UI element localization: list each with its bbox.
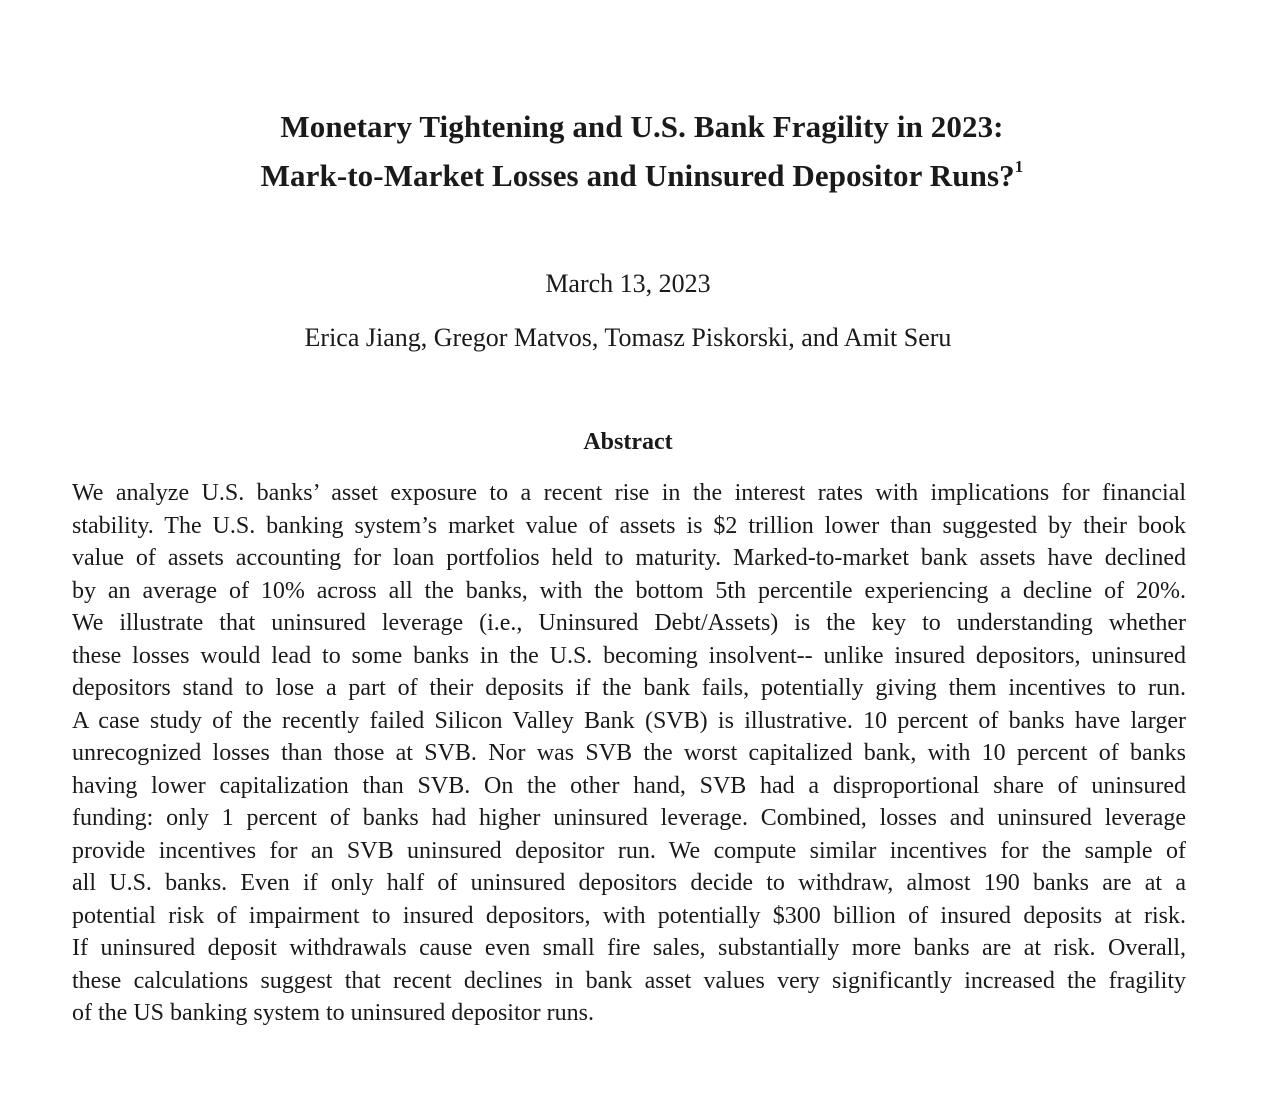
title-footnote-marker: 1 xyxy=(1014,157,1024,176)
abstract-line: provide incentives for an SVB uninsured depositor run. We compute similar incentives for the sample of xyxy=(72,837,1186,864)
abstract-line: of the US banking system to uninsured depositor runs. xyxy=(72,1000,594,1026)
abstract-line: stability. The U.S. banking system’s market value of assets is $2 trillion lower than suggested by their book xyxy=(72,512,1186,539)
title-line-2-text: Mark-to-Market Losses and Uninsured Depositor Runs? xyxy=(260,158,1015,193)
abstract-line: all U.S. banks. Even if only half of uninsured depositors decide to withdraw, almost 190 banks are at a xyxy=(72,870,1186,896)
abstract-line: these losses would lead to some banks in the U.S. becoming insolvent-- unlike insured depositors, uninsured xyxy=(72,642,1186,669)
abstract-body xyxy=(72,477,1186,1030)
paper-title xyxy=(0,102,1284,200)
abstract-line: A case study of the recently failed Silicon Valley Bank (SVB) is illustrative. 10 percent of banks have larger xyxy=(72,707,1186,734)
abstract-line: having lower capitalization than SVB. On the other hand, SVB had a disproportional share of uninsured xyxy=(72,772,1186,799)
abstract-line: by an average of 10% across all the banks, with the bottom 5th percentile experiencing a decline of 20%. xyxy=(72,577,1186,604)
abstract-line: funding: only 1 percent of banks had higher uninsured leverage. Combined, losses and uninsured leverage xyxy=(72,805,1186,831)
abstract-line: potential risk of impairment to insured depositors, with potentially $300 billion of insured deposits at risk. xyxy=(72,902,1186,929)
title-line-2 xyxy=(0,151,1284,200)
abstract-line: value of assets accounting for loan portfolios held to maturity. Marked-to-market bank assets have declined xyxy=(72,545,1186,571)
paper-date: March 13, 2023 xyxy=(545,269,711,298)
abstract-line: We analyze U.S. banks’ asset exposure to a recent rise in the interest rates with implications for financial xyxy=(72,480,1186,506)
abstract-line: unrecognized losses than those at SVB. Nor was SVB the worst capitalized bank, with 10 percent of banks xyxy=(72,740,1186,766)
abstract-line: If uninsured deposit withdrawals cause even small fire sales, substantially more banks are at risk. Overall, xyxy=(72,935,1186,961)
abstract-line: depositors stand to lose a part of their deposits if the bank fails, potentially giving them incentives to run. xyxy=(72,675,1186,701)
title-line-1: Monetary Tightening and U.S. Bank Fragility in 2023: xyxy=(280,109,1004,144)
abstract-line: We illustrate that uninsured leverage (i.e., Uninsured Debt/Assets) is the key to understanding whether xyxy=(72,610,1186,636)
abstract-line: these calculations suggest that recent declines in bank asset values very significantly increased the fragility xyxy=(72,967,1186,994)
paper-authors: Erica Jiang, Gregor Matvos, Tomasz Piskorski, and Amit Seru xyxy=(304,323,952,352)
abstract-heading: Abstract xyxy=(583,429,673,455)
